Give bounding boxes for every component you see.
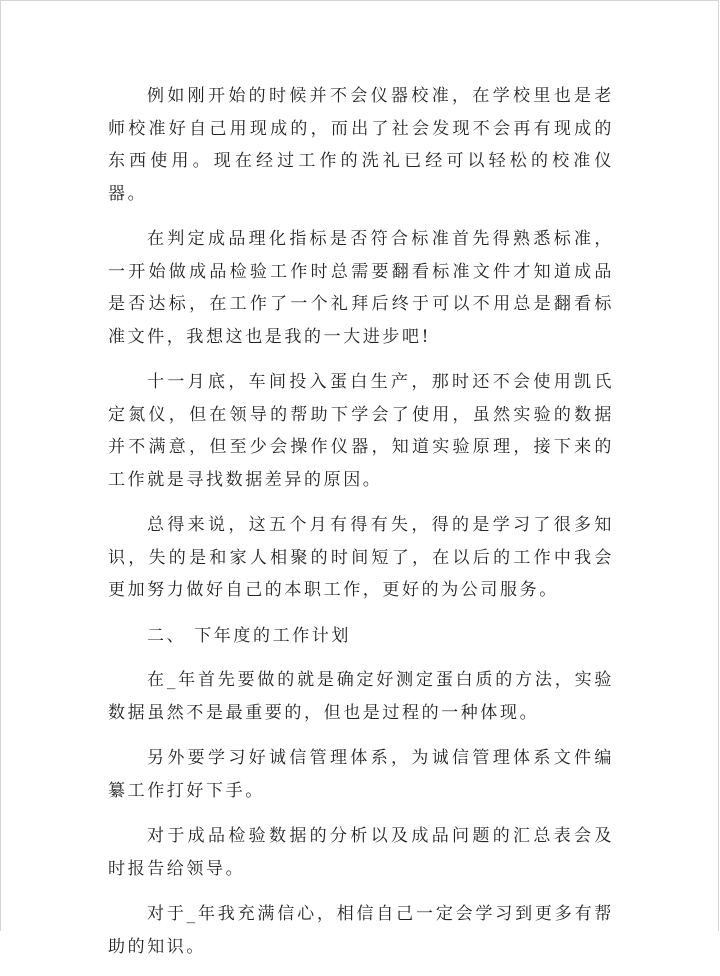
paragraph-summary: 总得来说，这五个月有得有失，得的是学习了很多知识，失的是和家人相聚的时间短了，在以后的工作中我会更加努力做好自己的本职工作，更好的为公司服务。 bbox=[108, 515, 614, 600]
paragraph-confidence: 对于_年我充满信心，相信自己一定会学习到更多有帮助的知识。 bbox=[108, 904, 614, 957]
document-body bbox=[108, 80, 614, 976]
paragraph-protein-production: 十一月底，车间投入蛋白生产，那时还不会使用凯氏定氮仪，但在领导的帮助下学会了使用，虽然实验的数据并不满意，但至少会操作仪器，知道实验原理，接下来的工作就是寻找数据差异的原因。 bbox=[108, 372, 614, 490]
paragraph-integrity-system: 另外要学习好诚信管理体系，为诚信管理体系文件编纂工作打好下手。 bbox=[108, 748, 614, 801]
paragraph-data-analysis: 对于成品检验数据的分析以及成品问题的汇总表会及时报告给领导。 bbox=[108, 826, 614, 879]
paragraph-calibration: 例如刚开始的时候并不会仪器校准，在学校里也是老师校准好自己用现成的，而出了社会发现不会再有现成的东西使用。现在经过工作的洗礼已经可以轻松的校准仪器。 bbox=[108, 86, 614, 204]
paragraph-protein-method: 在_年首先要做的就是确定好测定蛋白质的方法，实验数据虽然不是最重要的，但也是过程的一种体现。 bbox=[108, 670, 614, 723]
paragraph-standards: 在判定成品理化指标是否符合标准首先得熟悉标准，一开始做成品检验工作时总需要翻看标准文件才知道成品是否达标，在工作了一个礼拜后终于可以不用总是翻看标准文件，我想这也是我的一大进步吧! bbox=[108, 229, 614, 347]
section-heading-work-plan: 二、 下年度的工作计划 bbox=[147, 625, 352, 646]
